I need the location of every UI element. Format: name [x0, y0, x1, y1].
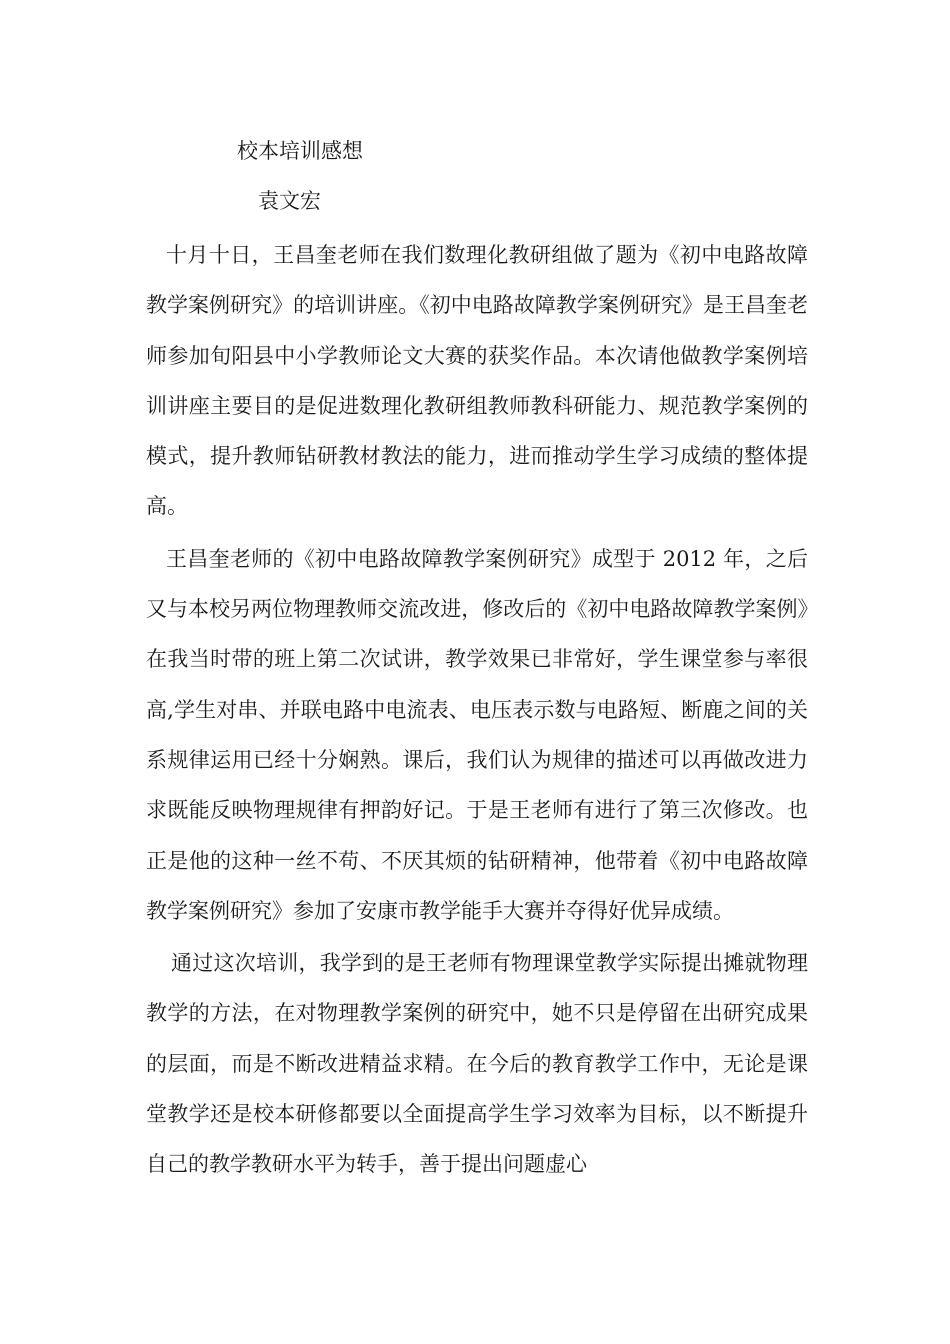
paragraph-1: 十月十日，王昌奎老师在我们数理化教研组做了题为《初中电路故障教学案例研究》的培训讲座。《初中电路故障教学案例研究》是王昌奎老师参加旬阳县中小学教师论文大赛的获奖作品。本次请他做教学案例培训讲座主要目的是促进数理化教研组教师教科研能力、规范教学案例的模式，提升教师钻研教材教法的能力，进而推动学生学习成绩的整体提高。 — [146, 243, 808, 519]
document-author: 袁文宏 — [258, 189, 321, 213]
document-body — [146, 230, 808, 1190]
document-title: 校本培训感想 — [237, 139, 363, 163]
paragraph-2: 王昌奎老师的《初中电路故障教学案例研究》成型于 2012 年，之后又与本校另两位物理教师交流改进，修改后的《初中电路故障教学案例》在我当时带的班上第二次试讲，教学效果已非常好，学生课堂参与率很高,学生对串、并联电路中电流表、电压表示数与电路短、断鹿之间的关系规律运用已经十分娴熟。课后，我们认为规律的描述可以再做改进力求既能反映物理规律有押韵好记。于是王老师有进行了第三次修改。也正是他的这种一丝不苟、不厌其烦的钻研精神，他带着《初中电路故障教学案例研究》参加了安康市教学能手大赛并夺得好优异成绩。 — [146, 546, 808, 923]
paragraph-3: 通过这次培训，我学到的是王老师有物理课堂教学实际提出摊就物理教学的方法，在对物理教学案例的研究中，她不只是停留在出研究成果的层面，而是不断改进精益求精。在今后的教育教学工作中，无论是课堂教学还是校本研修都要以全面提高学生学习效率为目标，以不断提升自己的教学教研水平为转手，善于提出问题虚心 — [146, 951, 808, 1177]
